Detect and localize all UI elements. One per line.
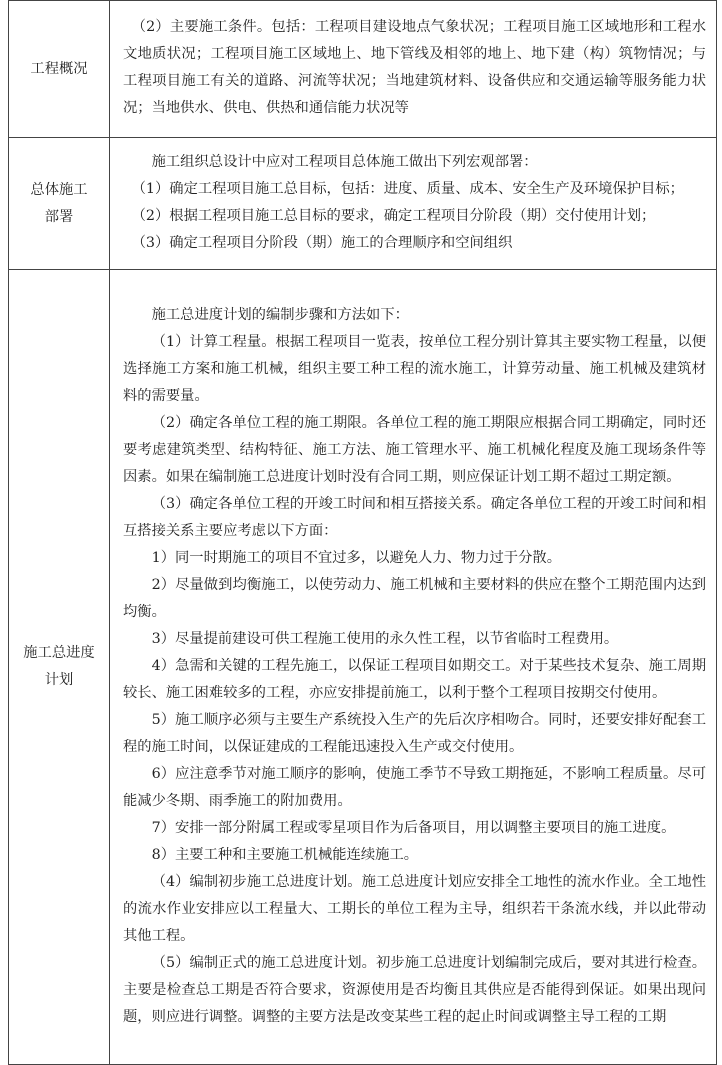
paragraph: （1）计算工程量。根据工程项目一览表，按单位工程分别计算其主要实物工程量，以便选择施工方案和施工机械，组织主要工种工程的流水施工，计算劳动量、施工机械及建筑材料的需要量。	[123, 333, 706, 404]
paragraph: 2）尽量做到均衡施工，以使劳动力、施工机械和主要材料的供应在整个工期范围内达到均衡。	[123, 576, 706, 620]
paragraph: 4）急需和关键的工程先施工，以保证工程项目如期交工。对于某些技术复杂、施工周期较长、施工困难较多的工程，亦应安排提前施工，以利于整个工程项目按期交付使用。	[123, 657, 706, 701]
row-content-overall-deployment	[110, 138, 717, 270]
label-line: 施工总进度	[23, 645, 95, 661]
table-row	[9, 270, 717, 1065]
row-label-overall-deployment	[9, 138, 110, 270]
paragraph: （4）编制初步施工总进度计划。施工总进度计划应安排全工地性的流水作业。全工地性的流水作业安排应以工程量大、工期长的单位工程为主导，组织若干条流水线，并以此带动其他工程。	[123, 873, 706, 944]
paragraph: 施工组织总设计中应对工程项目总体施工做出下列宏观部署：	[151, 153, 538, 170]
label-line: 部署	[44, 208, 74, 225]
label-line: 工程概况	[30, 60, 88, 77]
label-line: 计划	[44, 672, 74, 688]
table-row	[9, 1, 717, 138]
row-content-master-schedule	[110, 270, 717, 1065]
row-label-master-schedule	[9, 270, 110, 1065]
paragraph: 6）应注意季节对施工顺序的影响，使施工季节不导致工期拖延，不影响工程质量。尽可能减少冬期、雨季施工的附加费用。	[123, 765, 706, 809]
paragraph: （2）确定各单位工程的施工期限。各单位工程的施工期限应根据合同工期确定，同时还要考虑建筑类型、结构特征、施工方法、施工管理水平、施工机械化程度及施工现场条件等因素。如果在编制施工总进度计划时没有合同工期，则应保证计划工期不超过工期定额。	[123, 414, 706, 485]
paragraph: 3）尽量提前建设可供工程施工使用的永久性工程，以节省临时工程费用。	[151, 630, 619, 647]
paragraph: 8）主要工种和主要施工机械能连续施工。	[151, 846, 419, 863]
paragraph: 7）安排一部分附属工程或零星项目作为后备项目，用以调整主要项目的施工进度。	[151, 819, 676, 836]
construction-plan-table	[8, 0, 717, 1065]
paragraph: （3）确定各单位工程的开竣工时间和相互搭接关系。确定各单位工程的开竣工时间和相互搭接关系主要应考虑以下方面：	[123, 495, 706, 539]
paragraph: （3）确定工程项目分阶段（期）施工的合理顺序和空间组织	[131, 234, 513, 251]
row-content-project-overview	[110, 1, 717, 138]
row-label-project-overview	[9, 1, 110, 138]
paragraph: （1）确定工程项目施工总目标，包括：进度、质量、成本、安全生产及环境保护目标；	[131, 180, 684, 197]
paragraph: （2）根据工程项目施工总目标的要求，确定工程项目分阶段（期）交付使用计划；	[131, 207, 656, 224]
paragraph: 5）施工顺序必须与主要生产系统投入生产的先后次序相吻合。同时，还要安排好配套工程的施工时间，以保证建成的工程能迅速投入生产或交付使用。	[123, 711, 706, 755]
label-line: 总体施工	[30, 181, 88, 198]
paragraph: 1）同一时期施工的项目不宜过多，以避免人力、物力过于分散。	[151, 549, 561, 566]
paragraph: （5）编制正式的施工总进度计划。初步施工总进度计划编制完成后，要对其进行检查。主要是检查总工期是否符合要求，资源使用是否均衡且其供应是否能得到保证。如果出现问题，则应进行调整。调整的主要方法是改变某些工程的起止时间或调整主导工程的工期	[123, 954, 706, 1025]
paragraph: 施工总进度计划的编制步骤和方法如下：	[151, 306, 409, 323]
paragraph: （2）主要施工条件。包括：工程项目建设地点气象状况；工程项目施工区域地形和工程水文地质状况；工程项目施工区域地上、地下管线及相邻的地上、地下建（构）筑物情况；与工程项目施工有关的道路、河流等状况；当地建筑材料、设备供应和交通运输等服务能力状况；当地供水、供电、供热和通信能力状况等	[123, 19, 706, 116]
table-row	[9, 138, 717, 270]
